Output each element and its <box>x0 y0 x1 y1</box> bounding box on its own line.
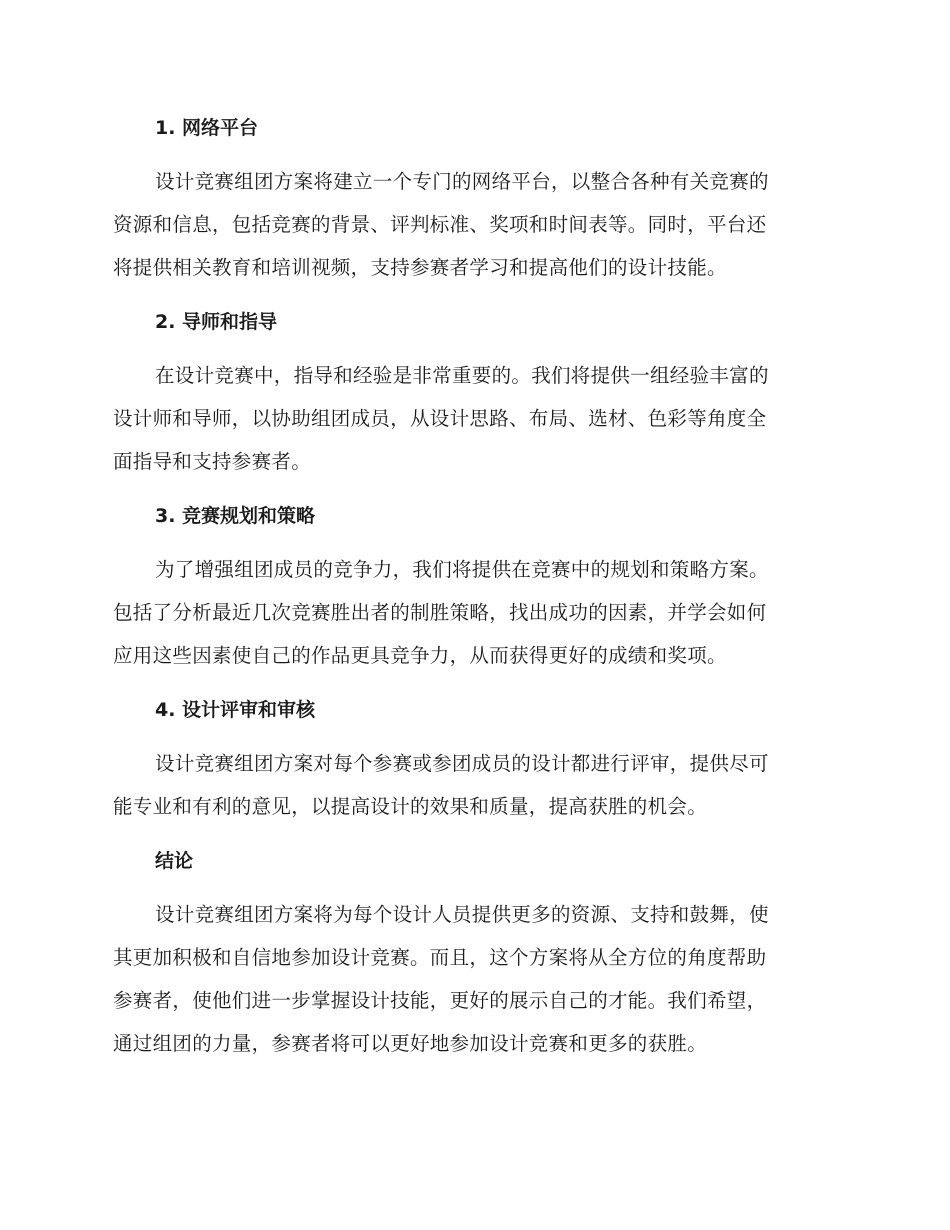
paragraph-line: 设计竞赛组团方案对每个参赛或参团成员的设计都进行评审，提供尽可 <box>155 752 769 775</box>
section-paragraph <box>113 893 833 1065</box>
section-paragraph <box>113 354 833 483</box>
section-heading: 结论 <box>155 850 194 872</box>
paragraph-line: 能专业和有利的意见，以提高设计的效果和质量，提高获胜的机会。 <box>113 795 708 818</box>
paragraph-line: 设计师和导师，以协助组团成员，从设计思路、布局、选材、色彩等角度全 <box>113 407 767 430</box>
paragraph-line: 资源和信息，包括竞赛的背景、评判标准、奖项和时间表等。同时，平台还 <box>113 213 767 236</box>
paragraph-line: 设计竞赛组团方案将建立一个专门的网络平台，以整合各种有关竞赛的 <box>155 170 769 193</box>
section-paragraph <box>113 548 833 677</box>
paragraph-line: 为了增强组团成员的竞争力，我们将提供在竞赛中的规划和策略方案。 <box>155 558 769 581</box>
paragraph-line: 在设计竞赛中，指导和经验是非常重要的。我们将提供一组经验丰富的 <box>155 364 769 387</box>
paragraph-line: 应用这些因素使自己的作品更具竞争力，从而获得更好的成绩和奖项。 <box>113 644 727 667</box>
paragraph-line: 面指导和支持参赛者。 <box>113 450 312 473</box>
section-heading: 3. 竞赛规划和策略 <box>155 505 316 527</box>
paragraph-line: 通过组团的力量，参赛者将可以更好地参加设计竞赛和更多的获胜。 <box>113 1032 708 1055</box>
section-heading: 1. 网络平台 <box>155 117 259 139</box>
section-paragraph <box>113 742 833 828</box>
document-body <box>113 108 833 1078</box>
section-heading: 2. 导师和指导 <box>155 311 278 333</box>
paragraph-line: 参赛者，使他们进一步掌握设计技能，更好的展示自己的才能。我们希望， <box>113 989 767 1012</box>
paragraph-line: 将提供相关教育和培训视频，支持参赛者学习和提高他们的设计技能。 <box>113 256 727 279</box>
paragraph-line: 设计竞赛组团方案将为每个设计人员提供更多的资源、支持和鼓舞，使 <box>155 903 769 926</box>
section-heading: 4. 设计评审和审核 <box>155 699 316 721</box>
section-paragraph <box>113 160 833 289</box>
paragraph-line: 其更加积极和自信地参加设计竞赛。而且，这个方案将从全方位的角度帮助 <box>113 946 767 969</box>
paragraph-line: 包括了分析最近几次竞赛胜出者的制胜策略，找出成功的因素，并学会如何 <box>113 601 767 624</box>
